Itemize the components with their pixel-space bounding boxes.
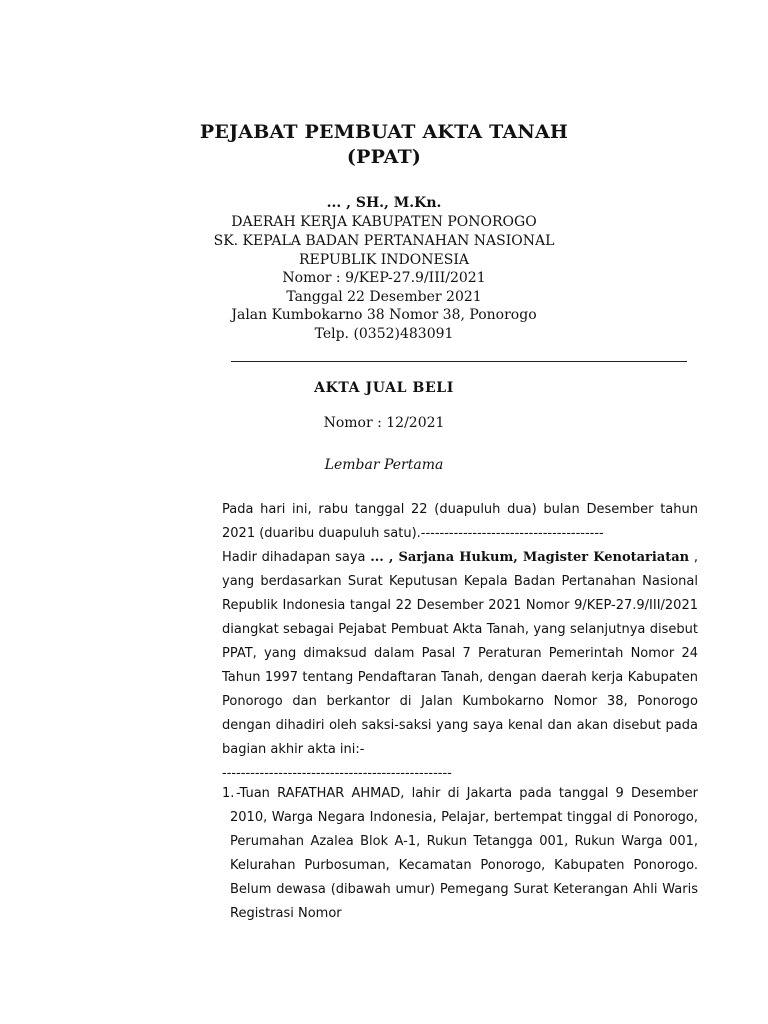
office-title: PEJABAT PEMBUAT AKTA TANAH <box>199 121 569 143</box>
office-phone: Telp. (0352)483091 <box>314 326 454 342</box>
decree-issuer: SK. KEPALA BADAN PERTANAHAN NASIONAL <box>213 233 555 249</box>
sheet-label: Lembar Pertama <box>324 457 444 473</box>
decree-date: Tanggal 22 Desember 2021 <box>286 289 482 305</box>
appearance-paragraph <box>222 546 698 762</box>
deed-body <box>222 498 698 786</box>
party-number: 1. <box>222 786 235 801</box>
party-description <box>222 782 698 926</box>
appearance-text: , yang berdasarkan Surat Keputusan Kepala Badan Pertanahan Nasional Republik Indonesia tangal 22 Desember 2021 Nomor 9/KEP-27.9/III/2021 diangkat sebagai Pejabat Pembuat Akta Tanah, yang selanjutnya disebut PPAT, yang dimaksud dalam Pasal 7 Peraturan Pemerintah Nomor 24 Tahun 1997 tentang Pendaftaran Tanah, dengan daerah kerja Kabupaten Ponorogo dan berkantor di Jalan Kumbokarno Nomor 38, Ponorogo dengan dihadiri oleh saksi-saksi yang saya kenal dan akan disebut pada bagian akhir akta ini:- <box>222 550 698 757</box>
office-abbreviation: (PPAT) <box>346 146 422 168</box>
official-name: ... , SH., M.Kn. <box>326 195 442 211</box>
work-area: DAERAH KERJA KABUPATEN PONOROGO <box>231 214 537 230</box>
deed-number: Nomor : 12/2021 <box>323 415 445 431</box>
appearance-prefix: Hadir dihadapan saya <box>222 550 371 565</box>
opening-text: Pada hari ini, rabu tanggal 22 (duapuluh dua) bulan Desember tahun 2021 (duaribu duapuluh satu).--------------------------------------- <box>222 502 698 541</box>
appearing-official: ... , Sarjana Hukum, Magister Kenotariatan <box>370 550 690 565</box>
header-divider <box>231 361 687 362</box>
office-address: Jalan Kumbokarno 38 Nomor 38, Ponorogo <box>231 307 537 323</box>
decree-number: Nomor : 9/KEP-27.9/III/2021 <box>282 270 486 286</box>
decree-country: REPUBLIK INDONESIA <box>299 252 469 268</box>
party-text: -Tuan RAFATHAR AHMAD, lahir di Jakarta pada tanggal 9 Desember 2010, Warga Negara Indonesia, Pelajar, bertempat tinggal di Ponorogo, Perumahan Azalea Blok A-1, Rukun Tetangga 001, Rukun Warga 001, Kelurahan Purbosuman, Kecamatan Ponorogo, Kabupaten Ponorogo. Belum dewasa (dibawah umur) Pemegang Surat Keterangan Ahli Waris Registrasi Nomor <box>230 786 698 921</box>
party-list-item <box>222 782 698 926</box>
separator-line: ------------------------------------------------- <box>222 766 452 781</box>
opening-paragraph <box>222 498 698 546</box>
deed-title: AKTA JUAL BELI <box>314 380 454 396</box>
